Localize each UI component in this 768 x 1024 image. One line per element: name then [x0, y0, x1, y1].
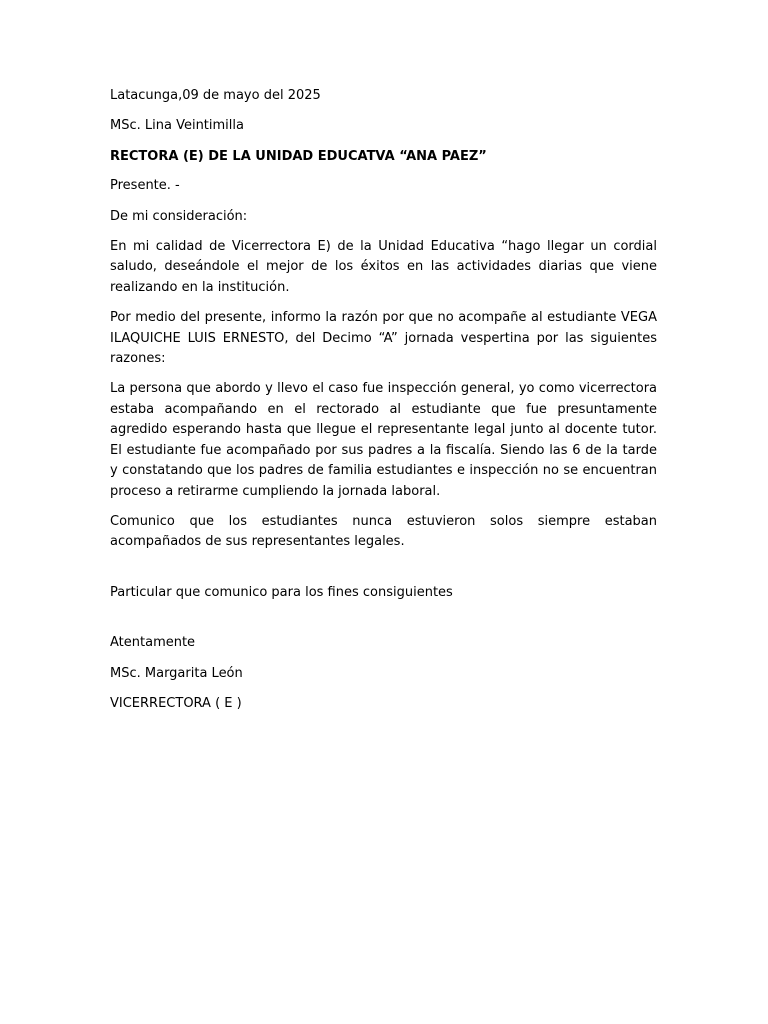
signer-name: MSc. Margarita León — [110, 665, 243, 681]
paragraph-3: La persona que abordo y llevo el caso fue inspección general, yo como vicerrectora estaba acompañando en el rectorado al estudiante que fue presuntamente agredido esperando hasta que llegue el representante legal junto al docente tutor. El estudiante fue acompañado por sus padres a la fiscalía. Siendo las 6 de la tarde y constatando que los padres de familia estudiantes e inspección no se encuentran proceso a retirarme cumpliendo la jornada laboral. — [110, 381, 657, 499]
sign-off: Atentamente — [110, 635, 196, 651]
paragraph-1: En mi calidad de Vicerrectora E) de la Unidad Educativa “hago llegar un cordial saludo, deseándole el mejor de los éxitos en las actividades diarias que viene realizando en la institución. — [110, 239, 657, 295]
paragraph-2: Por medio del presente, informo la razón por que no acompañe al estudiante VEGA ILAQUICHE LUIS ERNESTO, del Decimo “A” jornada vespertina por las siguientes razones: — [110, 310, 657, 367]
letter-body — [110, 86, 657, 724]
recipient-title: RECTORA (E) DE LA UNIDAD EDUCATVA “ANA PAEZ” — [110, 148, 487, 164]
letter-date: Latacunga,09 de mayo del 2025 — [110, 88, 321, 103]
recipient-name: MSc. Lina Veintimilla — [110, 118, 244, 134]
presente-line: Presente. - — [110, 178, 180, 194]
signer-title: VICERRECTORA ( E ) — [110, 695, 242, 711]
paragraph-4: Comunico que los estudiantes nunca estuvieron solos siempre estaban acompañados de sus representantes legales. — [110, 513, 657, 550]
closing-line: Particular que comunico para los fines consiguientes — [110, 584, 453, 600]
greeting: De mi consideración: — [110, 208, 248, 224]
